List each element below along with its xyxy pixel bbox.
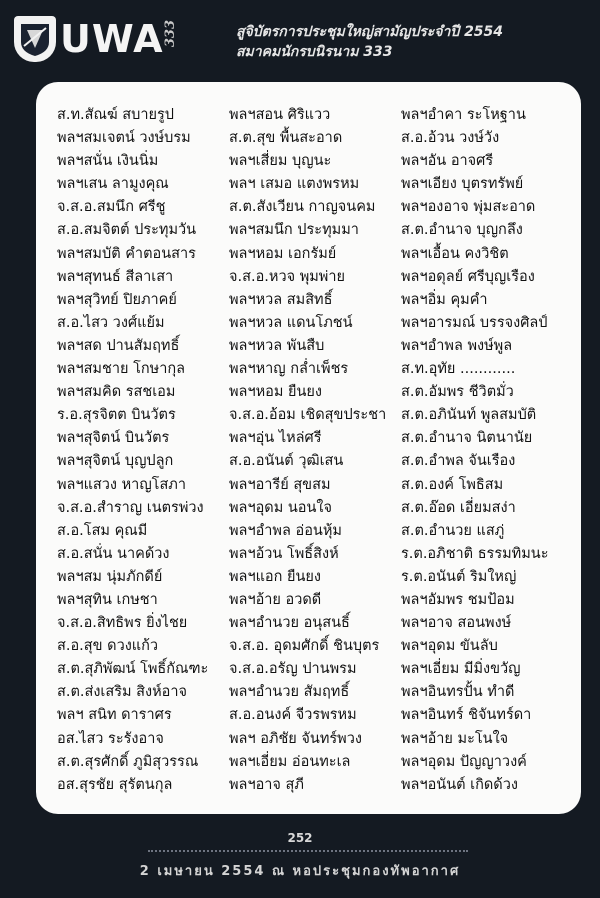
name-entry: พลฯอนันต์ เกิดด้วง bbox=[401, 776, 518, 793]
names-column-3 bbox=[401, 104, 549, 797]
name-entry: พลฯองอาจ พุ่มสะอาด bbox=[401, 199, 536, 216]
name-entry: พลฯหวล สมสิทธิ์ bbox=[229, 291, 333, 308]
name-entry: พลฯอุดม ปัญญาวงค์ bbox=[401, 753, 527, 770]
name-entry: พลฯอารมณ์ บรรจงศิลป์ bbox=[401, 314, 548, 331]
logo-number: 333 bbox=[163, 20, 178, 48]
name-entry: จ.ส.อ.อรัญ ปานพรม bbox=[229, 661, 357, 678]
name-entry: ส.ต.อำพล จันเรือง bbox=[401, 453, 516, 470]
footer-divider bbox=[148, 850, 468, 854]
name-entry: จ.ส.อ. อุดมศักดิ์ ชินบุตร bbox=[229, 638, 380, 655]
name-entry: พลฯอ้วน โพธิ์สิงห์ bbox=[229, 545, 339, 562]
footer-text: 2 เมษายน 2554 ณ หอประชุมกองทัพอากาศ bbox=[139, 864, 461, 879]
name-entry: พลฯเอี่ยม อ่อนทะเล bbox=[229, 753, 351, 770]
header-title-line2: สมาคมนักรบนิรนาม 333 bbox=[236, 44, 393, 60]
name-entry: พลฯสด ปานสัมฤทธิ์ bbox=[57, 337, 180, 354]
name-entry: ส.ต.อำนาจ นิตนานัย bbox=[401, 430, 533, 447]
name-entry: ส.ต.สังเวียน กาญจนคม bbox=[229, 199, 376, 216]
name-entry: ส.อ.อ้วน วงษ์วัง bbox=[401, 130, 500, 147]
name-entry: พลฯ เสมอ แตงพรหม bbox=[229, 176, 360, 193]
name-entry: ส.อ.โสม คุณมี bbox=[57, 522, 148, 539]
name-entry: ส.ท.อุทัย ............ bbox=[401, 361, 516, 378]
name-entry: พลฯสุจิตน์ บุญปลูก bbox=[57, 453, 174, 470]
name-entry: ส.ต.อำนวย แสภู่ bbox=[401, 522, 505, 539]
name-entry: พลฯอุดม ขันลับ bbox=[401, 638, 498, 655]
name-entry: ร.ต.อนันต์ ริมใหญ่ bbox=[401, 568, 517, 585]
name-entry: พลฯหวล แดนโภชน์ bbox=[229, 314, 353, 331]
name-entry: ส.ต.อำนาจ บุญกลึง bbox=[401, 222, 523, 239]
name-entry: ร.ต.อภิชาติ ธรรมทิมนะ bbox=[401, 545, 549, 562]
page-header bbox=[0, 0, 600, 78]
name-entry: ส.ต.ส่งเสริม สิงห์อาจ bbox=[57, 684, 188, 701]
name-entry: พลฯแอก ยืนยง bbox=[229, 568, 322, 585]
name-entry: พลฯสอน ศิริแวว bbox=[229, 107, 331, 123]
name-entry: พลฯสมบัติ คำตอนสาร bbox=[57, 245, 196, 262]
name-entry: พลฯหอม เอกรัมย์ bbox=[229, 245, 337, 262]
name-entry: พลฯสม นุ่มภักดีย์ bbox=[57, 568, 163, 585]
name-entry: ร.อ.สุรจิตต บินวัตร bbox=[57, 407, 176, 424]
name-entry: พลฯอารีย์ สุขสม bbox=[229, 476, 331, 493]
name-entry: พลฯอินทรปั้น ทำดี bbox=[401, 684, 515, 701]
name-entry: พลฯสมเจตน์ วงษ์บรม bbox=[57, 130, 191, 147]
name-entry: พลฯอ้าย มะโนใจ bbox=[401, 730, 509, 747]
name-entry: ส.อ.สุข ดวงแก้ว bbox=[57, 638, 159, 655]
name-entry: พลฯสุวิทย์ ปิยภาคย์ bbox=[57, 291, 177, 308]
name-entry: พลฯเอียง บุตรทรัพย์ bbox=[401, 176, 524, 193]
name-entry: ส.ต.องค์ โพธิสม bbox=[401, 476, 504, 493]
name-entry: ส.ต.อภินันท์ พูลสมบัติ bbox=[401, 407, 537, 424]
name-entry: พลฯอำพล พงษ์พูล bbox=[401, 337, 513, 354]
name-entry: ส.อ.อนงค์ จีวรพรหม bbox=[229, 707, 357, 724]
name-entry: ส.ต.อ๊อด เอี่ยมสง่า bbox=[401, 499, 516, 516]
name-entry: พลฯหวล พันสืบ bbox=[229, 337, 325, 354]
logo-text: UWA bbox=[60, 17, 164, 61]
name-entry: พลฯเอี่ยม มีมิ่งขวัญ bbox=[401, 661, 521, 678]
name-entry: พลฯสุทิน เกษชา bbox=[57, 591, 158, 608]
name-entry: พลฯสุจิตน์ บินวัตร bbox=[57, 430, 170, 447]
name-entry: พลฯอัมพร ชมป้อม bbox=[401, 591, 515, 608]
name-entry: ส.ต.อัมพร ชีวิตมั่ว bbox=[401, 384, 514, 401]
name-entry: พลฯสุทนธ์ สีลาเสา bbox=[57, 268, 174, 285]
name-entry: จ.ส.อ.อ้อม เชิดสุขประชา bbox=[229, 407, 387, 424]
name-entry: พลฯอุ่น ไหล่ศรี bbox=[229, 430, 322, 447]
name-entry: ส.อ.ไสว วงศ์แย้ม bbox=[57, 314, 165, 331]
name-entry: ส.อ.อนันต์ วุฒิเสน bbox=[229, 453, 344, 470]
name-entry: จ.ส.อ.หวจ พุมพ่าย bbox=[229, 268, 345, 285]
names-column-1 bbox=[57, 104, 208, 797]
name-entry: พลฯอดุลย์ ศรีบุญเรือง bbox=[401, 268, 535, 285]
uwa-logo bbox=[14, 14, 194, 66]
name-entry: พลฯอำคา ระโหฐาน bbox=[401, 107, 526, 123]
name-entry: พลฯ อภิชัย จันทร์พวง bbox=[229, 730, 362, 747]
name-entry: ส.ต.สุข พื้นสะอาด bbox=[229, 130, 343, 147]
name-entry: พลฯสมชาย โกษากุล bbox=[57, 361, 186, 378]
name-entry: พลฯสนั่น เงินนิ่ม bbox=[57, 153, 159, 170]
name-entry: จ.ส.อ.สมนึก ศรีชู bbox=[57, 199, 166, 216]
names-column-2 bbox=[229, 104, 386, 797]
name-entry: ส.อ.สมจิตต์ ประทุมวัน bbox=[57, 222, 197, 239]
header-title bbox=[236, 22, 576, 62]
name-entry: พลฯอิ่ม คุมคำ bbox=[401, 291, 488, 308]
name-entry: อส.สุรชัย สุรัตนกุล bbox=[57, 776, 173, 793]
name-entry: พลฯอำนวย สัมฤทธิ์ bbox=[229, 684, 350, 701]
name-entry: ส.ต.สุรศักดิ์ ภูมิสุวรรณ bbox=[57, 753, 199, 770]
name-entry: พลฯอำพล อ่อนหุ้ม bbox=[229, 522, 342, 539]
name-entry: จ.ส.อ.สำราญ เนตรพ่วง bbox=[57, 499, 204, 516]
name-entry: พลฯหอม ยืนยง bbox=[229, 384, 323, 401]
name-entry: พลฯ สนิท ดาราศร bbox=[57, 707, 172, 724]
name-entry: ส.ต.สุภิพัฒน์ โพธิ์กัณฑะ bbox=[57, 661, 209, 678]
name-entry: อส.ไสว ระรังอาจ bbox=[57, 730, 164, 747]
name-entry: พลฯสมคิด รสชเอม bbox=[57, 384, 176, 401]
name-entry: พลฯแสวง หาญโสภา bbox=[57, 476, 187, 493]
name-entry: พลฯสมนึก ประทุมมา bbox=[229, 222, 359, 239]
name-entry: พลฯอุดม นอนใจ bbox=[229, 499, 332, 516]
name-entry: พลฯเสน ลามูงคุณ bbox=[57, 176, 169, 193]
name-entry: จ.ส.อ.สิทธิพร ยิ่งไชย bbox=[57, 615, 188, 632]
name-entry: พลฯเสี่ยม บุญนะ bbox=[229, 153, 332, 170]
name-entry: พลฯอินทร์ ชิจันทร์ดา bbox=[401, 707, 532, 724]
name-entry: พลฯอาจ สอนพงษ์ bbox=[401, 615, 512, 632]
name-entry: ส.ท.สัณฆ์ สบายรูป bbox=[57, 107, 174, 123]
name-entry: พลฯอำนวย อนุสนธิ์ bbox=[229, 615, 350, 632]
name-entry: ส.อ.สนั่น นาคด้วง bbox=[57, 545, 170, 562]
header-title-line1: สูจิบัตรการประชุมใหญ่สามัญประจำปี 2554 bbox=[236, 24, 504, 40]
name-entry: พลฯหาญ กล่ำเพ็ชร bbox=[229, 361, 349, 378]
page-number: 252 bbox=[287, 831, 313, 845]
name-entry: พลฯอ้าย อวดดี bbox=[229, 591, 322, 608]
shield-emblem-icon bbox=[14, 16, 56, 62]
name-entry: พลฯอาจ สุภี bbox=[229, 776, 304, 793]
name-entry: พลฯเอื้อน คงวิชิต bbox=[401, 245, 509, 262]
name-entry: พลฯอัน อาจศรี bbox=[401, 153, 494, 170]
